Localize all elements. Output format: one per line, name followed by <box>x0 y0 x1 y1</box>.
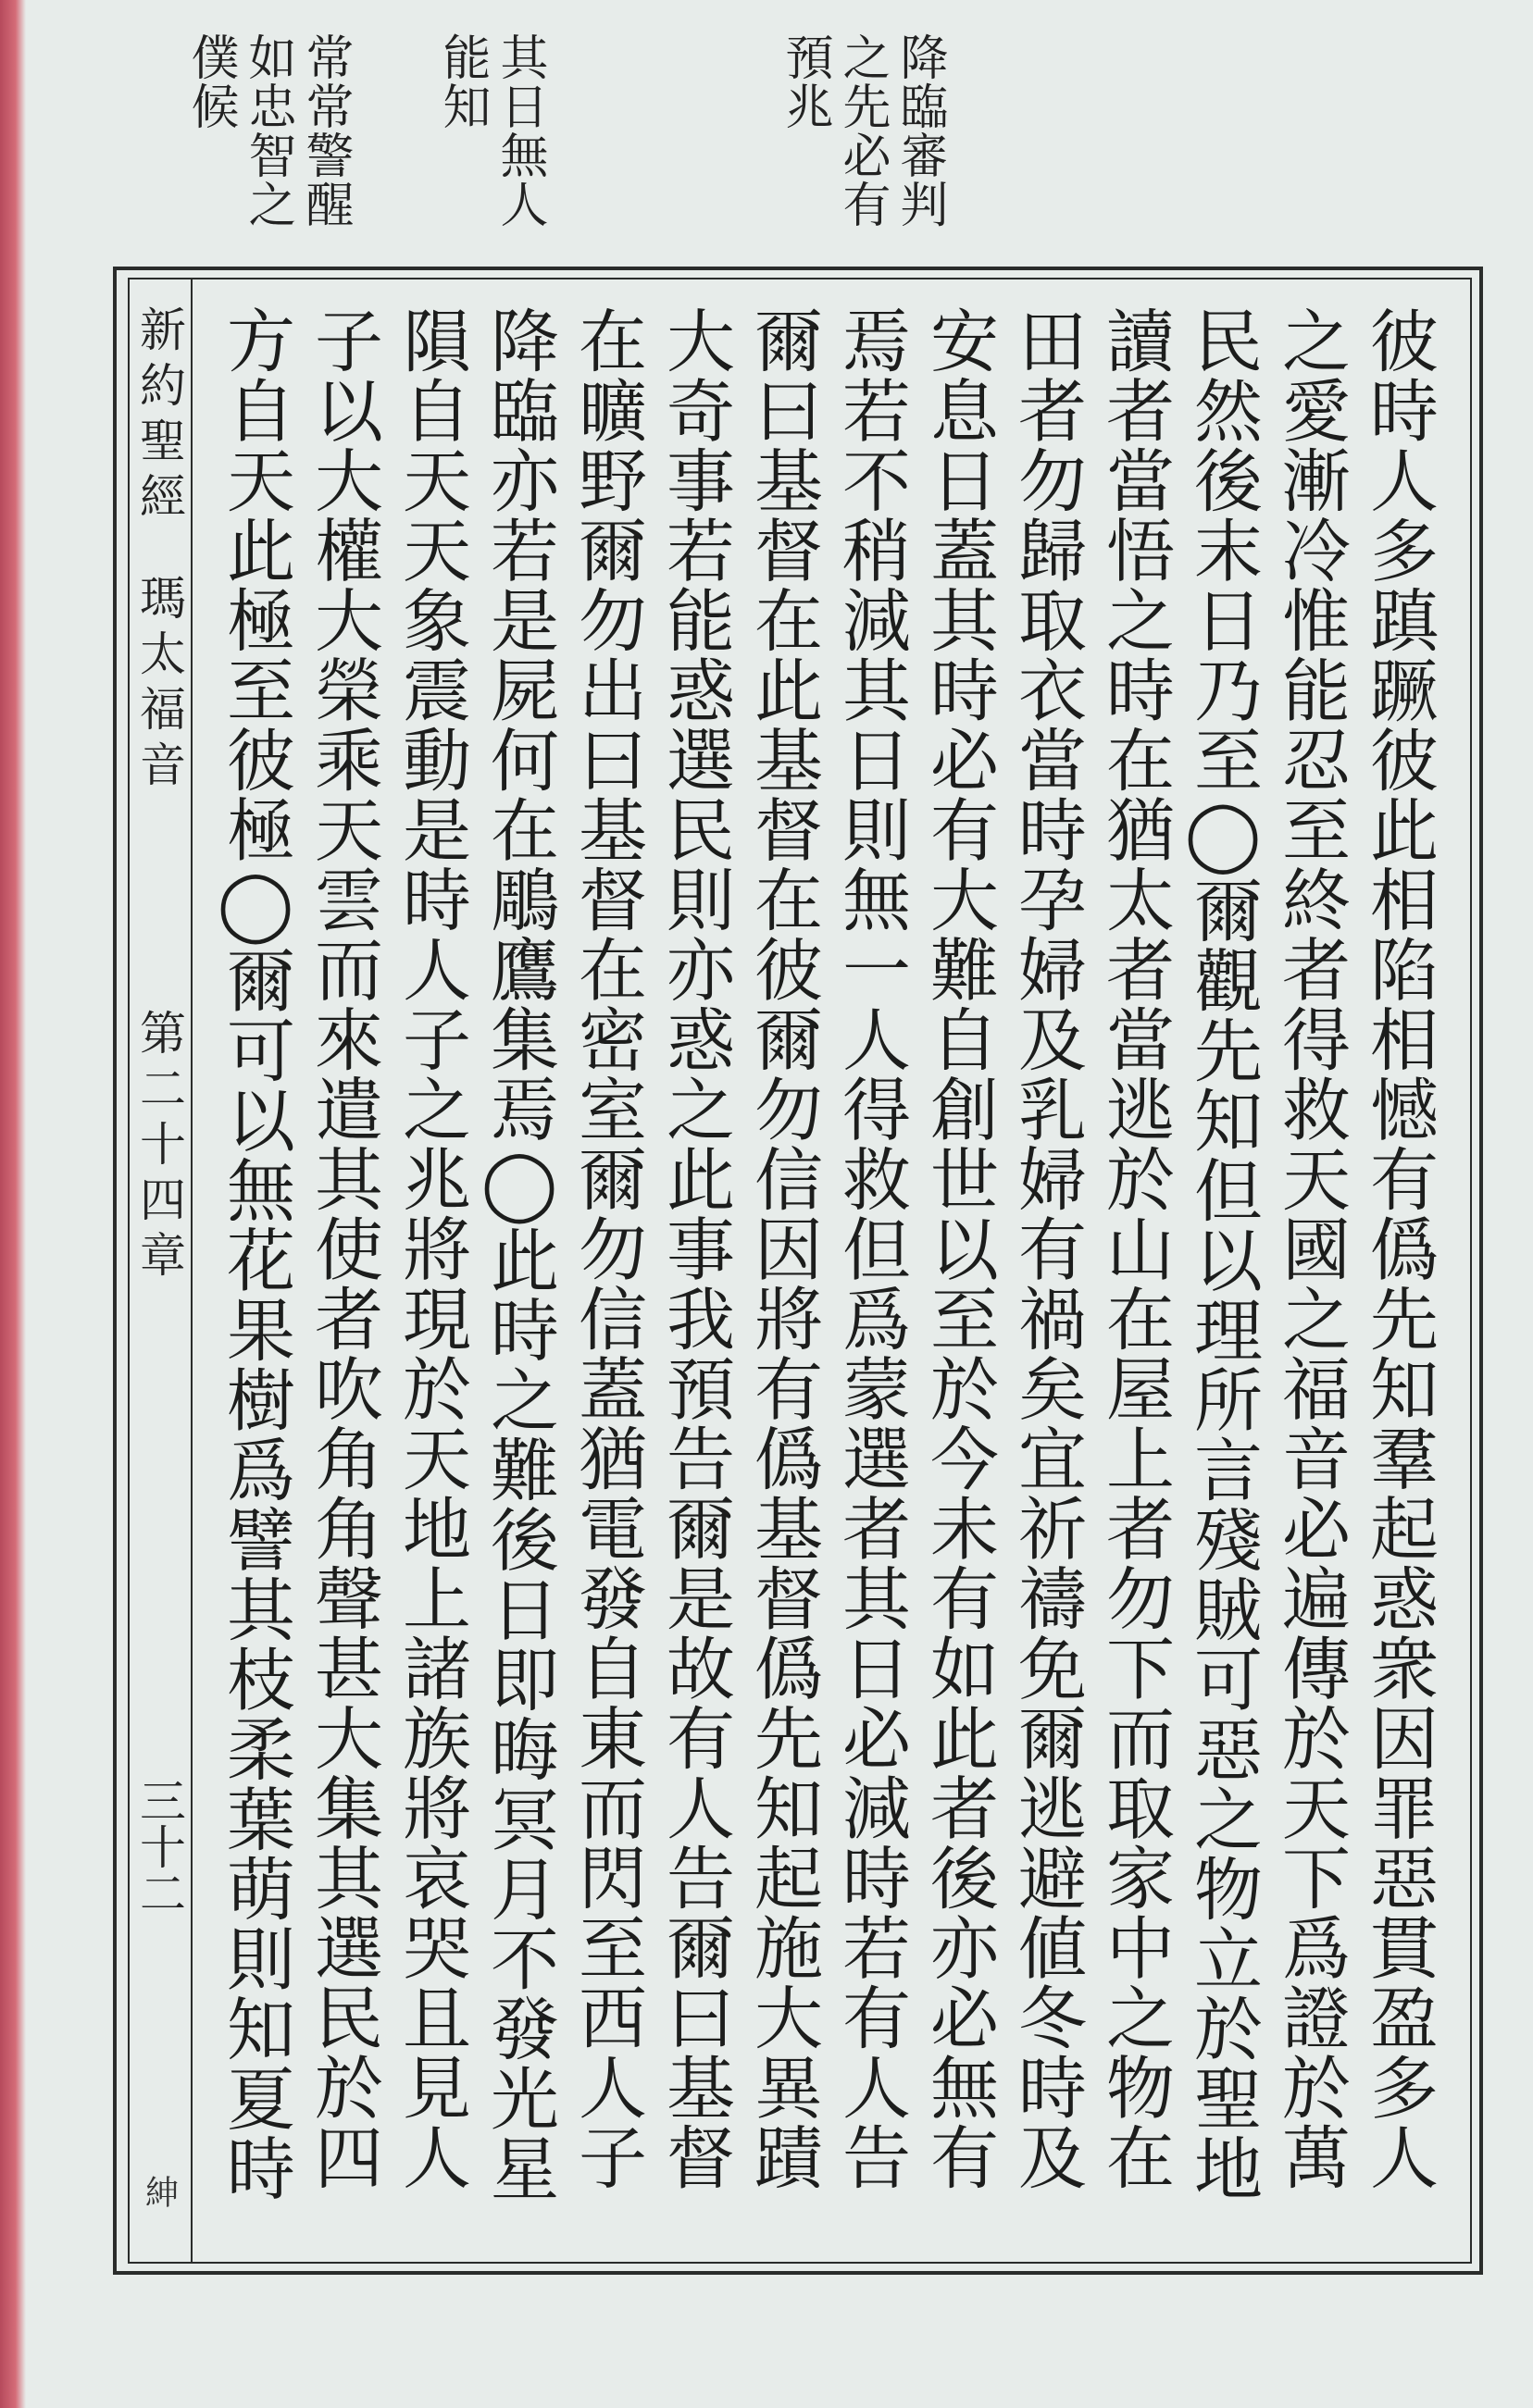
book-title: 新約聖經 <box>132 305 186 528</box>
running-header <box>130 296 189 2240</box>
gospel-name: 瑪太福音 <box>132 574 186 796</box>
chapter-label: 第二十四章 <box>132 1009 186 1286</box>
headnote-watchful: 常常警醒如忠智之僕候 <box>182 32 353 229</box>
page-number: 三十二 <box>132 1777 186 1916</box>
bleed-through-text <box>1333 32 1389 245</box>
bleed-through-text <box>1407 32 1463 245</box>
headnote-omens: 降臨審判之先必有預兆 <box>777 32 947 229</box>
book-spine-edge <box>0 0 26 2408</box>
headnote-no-one-knows: 其日無人能知 <box>434 32 547 229</box>
signature-mark: 紳 <box>140 2175 179 2208</box>
scripture-text: 彼時人多蹎蹶彼此相陷相憾有僞先知羣起惑衆因罪惡貫盈多人之愛漸冷惟能忍至終者得救天國之福音必遍傳於天下爲證於萬民然後末日乃至◯爾觀先知但以理所言殘賊可惡之物立於聖地讀者當悟之時在猶太者當逃於山在屋上者勿下而取家中之物在田者勿歸取衣當時孕婦及乳婦有禍矣宜祈禱免爾逃避値冬時及安息日蓋其時必有大難自創世以至於今未有如此者後亦必無有焉若不稍減其日則無一人得救但爲蒙選者其日必減時若有人告爾曰基督在此基督在彼爾勿信因將有僞基督僞先知起施大異蹟大奇事若能惑選民則亦惑之此事我預告爾是故有人告爾曰基督在曠野爾勿出曰基督在密室爾勿信蓋猶電發自東而閃至西人子降臨亦若是屍何在鵰鷹集焉◯此時之難後日即晦冥月不發光星隕自天天象震動是時人子之兆將現於天地上諸族將哀哭且見人子以大權大榮乘天雲而來遣其使者吹角角聲甚大集其選民於四方自天此極至彼極◯爾可以無花果樹爲譬其枝柔葉萌則知夏時 <box>216 305 1439 2203</box>
bleed-through-text <box>1268 32 1324 245</box>
